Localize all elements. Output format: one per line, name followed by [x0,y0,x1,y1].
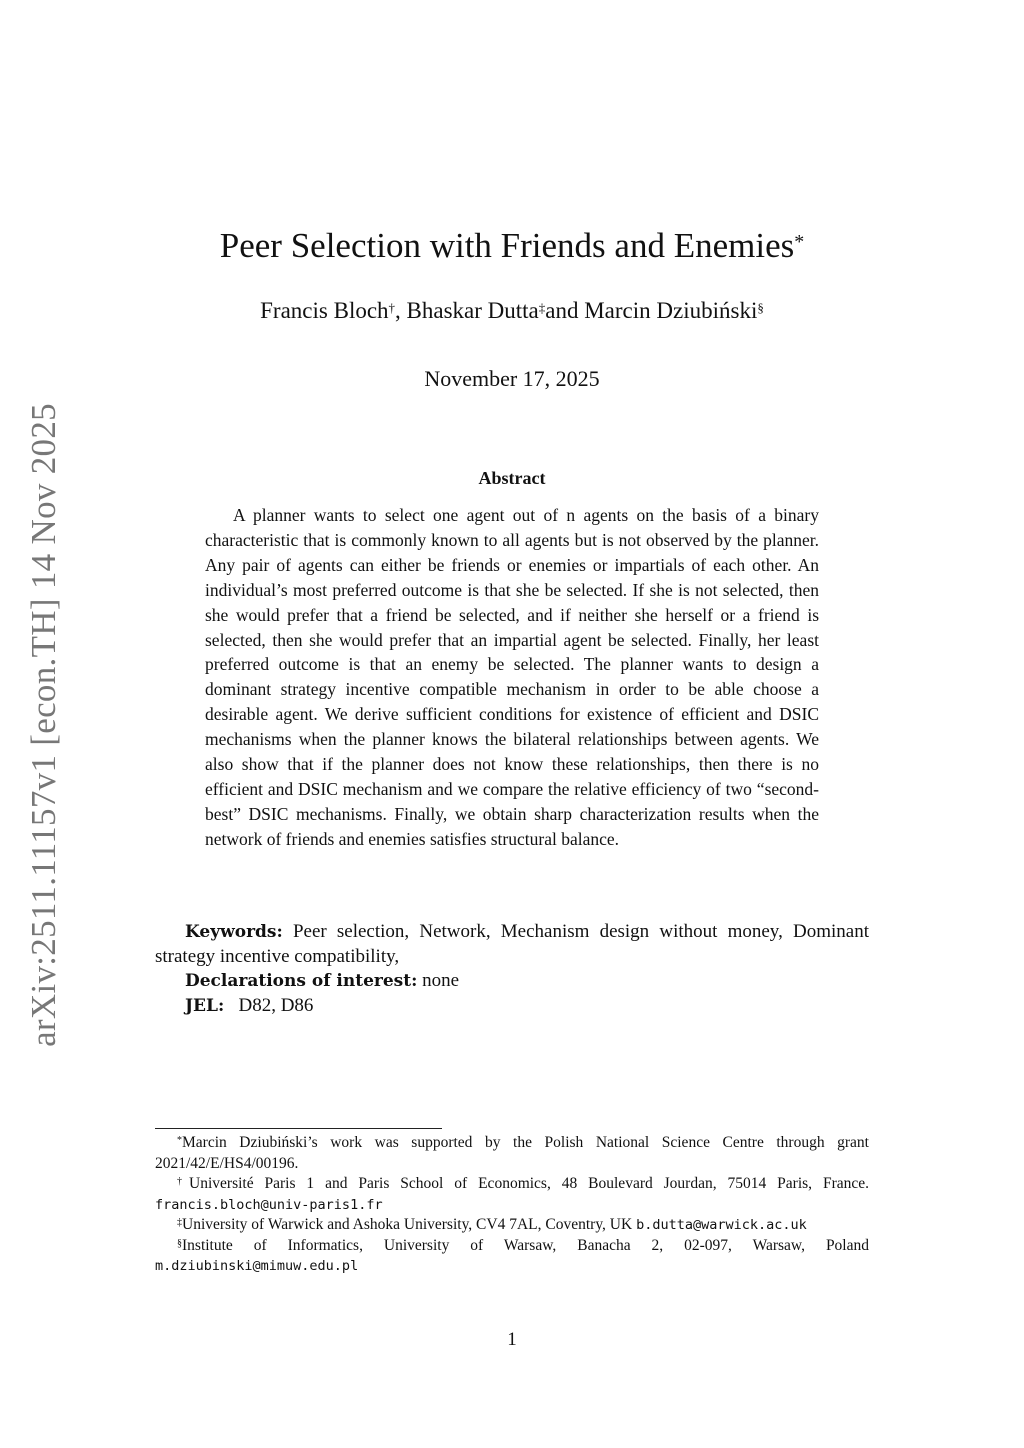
jel-label: JEL: [185,995,225,1016]
footnote-email[interactable]: b.dutta@warwick.ac.uk [636,1217,807,1233]
footnote-text: Université Paris 1 and Paris School of Economics, 48 Boulevard Jourdan, 75014 Paris, France. [189,1175,869,1192]
paper-date: November 17, 2025 [424,366,600,391]
declarations-value: none [422,970,460,991]
footnote-divider [155,1128,442,1129]
paper-title-text: Peer Selection with Friends and Enemies [219,226,795,265]
footnote [155,1174,869,1215]
author-footnote-mark: § [757,300,764,315]
author-separator: and [545,298,585,323]
keywords-label: Keywords: [185,922,283,942]
author-separator: , [395,298,407,323]
footnote-text: Institute of Informatics, University of Warsaw, Banacha 2, 02-097, Warsaw, Poland [182,1236,869,1254]
keywords-line [155,920,869,969]
declarations-line [155,969,869,994]
footnote-mark: § [177,1237,182,1249]
author-name: Marcin Dziubiński [584,298,758,323]
page-number: 1 [507,1329,517,1350]
arxiv-identifier-stamp [14,400,74,1050]
arxiv-identifier-text: arXiv:2511.11157v1 [econ.TH] 14 Nov 2025 [24,403,64,1047]
footnote-text: University of Warwick and Ashoka University, CV4 7AL, Coventry, UK [182,1216,637,1233]
author-footnote-mark: ‡ [538,300,546,315]
author-footnote-mark: † [388,300,396,315]
keywords-block [155,920,869,1018]
footnote-mark: ‡ [177,1217,182,1228]
title-footnote-mark: * [794,231,805,253]
footnote [155,1215,869,1236]
author-name: Francis Bloch [260,298,389,323]
footnote-mark: † [177,1176,190,1187]
jel-value: D82, D86 [238,994,314,1016]
footnote-mark: * [177,1135,182,1146]
keywords-value: Peer selection, Network, Mechanism design without money, Dominant strategy incentive compatibility, [155,921,869,967]
abstract-heading: Abstract [478,468,546,488]
footnote [155,1133,869,1174]
jel-line [155,994,869,1019]
footnote-email[interactable]: m.dziubinski@mimuw.edu.pl [155,1258,359,1274]
paper-title [0,224,1024,268]
author-list [0,296,1024,326]
footnote [155,1236,869,1277]
footnotes [155,1133,869,1277]
footnote-email[interactable]: francis.bloch@univ-paris1.fr [155,1196,383,1213]
abstract-body: A planner wants to select one agent out of n agents on the basis of a binary characteristic that is commonly known to all agents but is not observed by the planner. Any pair of agents can either be friends or enemies or impartials of each other. An individual’s most preferred outcome is that she be selected. If she is not selected, then she would prefer that a friend be selected, and if neither she herself or a friend is selected, then she would prefer that an impartial agent be selected. Finally, her least preferred outcome is that an enemy be selected. The planner wants to design a dominant strategy incentive compatible mechanism in order to be able choose a desirable agent. We derive sufficient conditions for existence of efficient and DSIC mechanisms when the planner knows the bilateral relationships between agents. We also show that if the planner does not know these relationships, then there is no efficient and DSIC mechanism and we compare the relative efficiency of two “second-best” DSIC mechanisms. Finally, we obtain sharp characterization results when the network of friends and enemies satisfies structural balance. [205,505,819,849]
footnote-text: Marcin Dziubiński’s work was supported by the Polish National Science Centre through grant 2021/42/E/HS4/00196. [155,1134,869,1172]
author-name: Bhaskar Dutta [406,298,539,323]
declarations-label: Declarations of interest: [185,971,418,991]
